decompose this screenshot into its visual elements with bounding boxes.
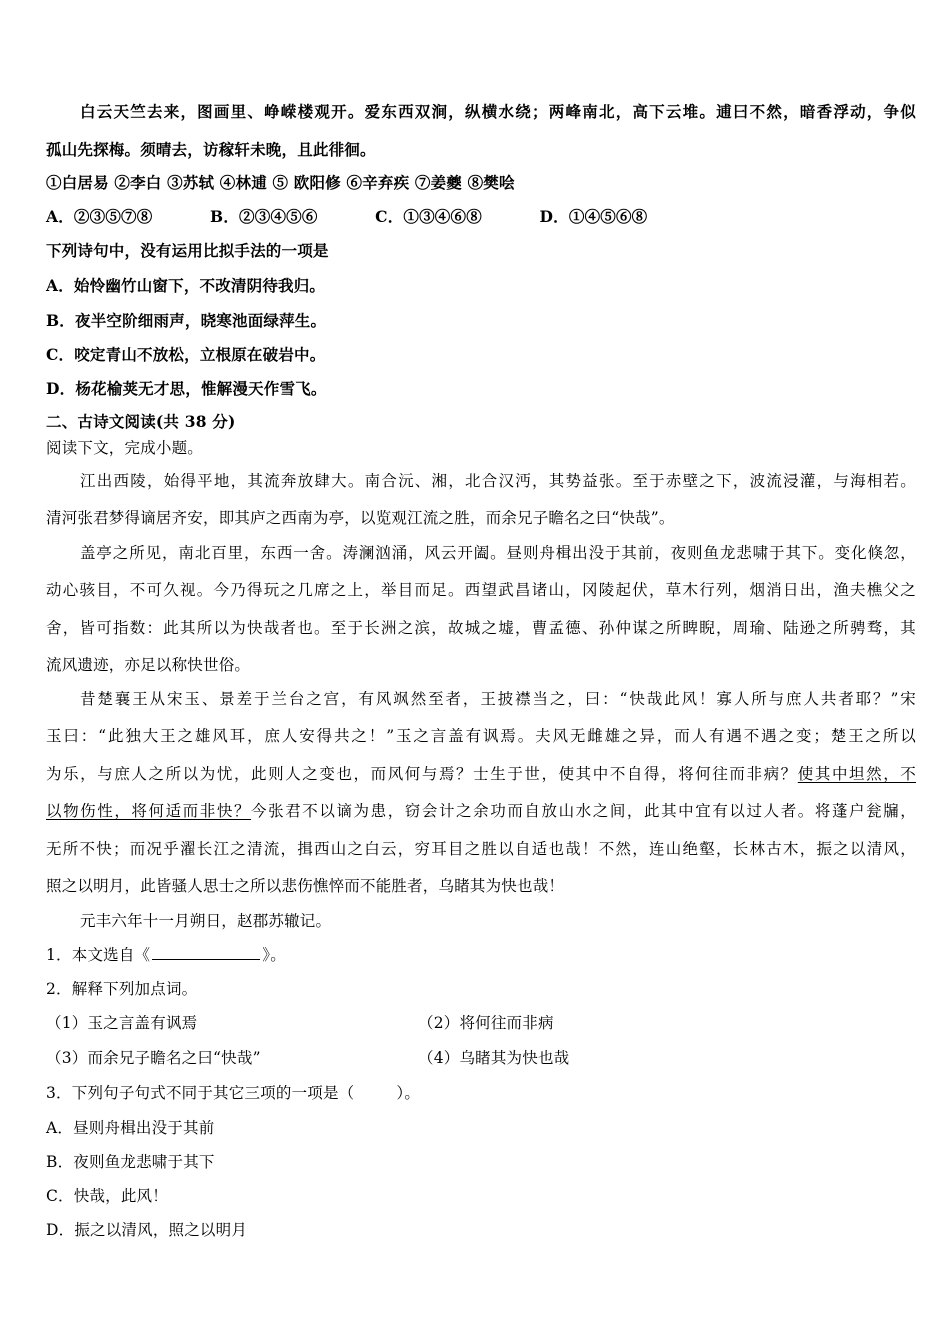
question-3-suffix: ）。 <box>396 1084 421 1102</box>
personification-stem: 下列诗句中，没有运用比拟手法的一项是 <box>46 241 329 260</box>
author-option-c: C．①③④⑥⑧ <box>375 207 482 226</box>
passage-p2-line-4: 流风遗迹，亦足以称快世俗。 <box>46 656 251 674</box>
passage-p3-line-6: 照之以明月，此皆骚人思士之所以悲伤憔悴而不能胜者，乌睹其为快也哉！ <box>46 877 565 895</box>
question-3-option-b: B．夜则鱼龙悲啸于其下 <box>46 1153 215 1171</box>
question-2-item-2: （2）将何往而非病 <box>418 1014 554 1032</box>
author-option-d: D．①④⑤⑥⑧ <box>539 207 648 226</box>
question-3-option-c: C．快哉，此风！ <box>46 1187 168 1205</box>
passage-p3-line-5: 无所不快；而况乎濯长江之清流，揖西山之白云，穷耳目之胜以自适也哉！不然，连山绝壑，长林古木，振之以清风， <box>46 840 916 858</box>
underlined-sentence-start: 使其中坦然，不 <box>797 765 916 783</box>
passage-p2-line-3: 舍，皆可指数：此其所以为快哉者也。至于长洲之滨，故城之墟，曹孟德、孙仲谋之所睥睨，周瑜、陆逊之所骋骛，其 <box>46 619 916 637</box>
passage-p2-line-2: 动心骇目，不可久视。今乃得玩之几席之上，举目而足。西望武昌诸山，冈陵起伏，草木行列，烟消日出，渔夫樵父之 <box>46 581 916 599</box>
passage-p3-line-2: 玉曰：“此独大王之雄风耳，庶人安得共之！”玉之言盖有讽焉。夫风无雌雄之异，而人有遇不遇之变；楚王之所以 <box>46 727 916 745</box>
personification-option-c: C．咬定青山不放松，立根原在破岩中。 <box>46 345 326 364</box>
passage-p3-line-1: 昔楚襄王从宋玉、景差于兰台之宫，有风飒然至者，王披襟当之，曰：“快哉此风！寡人所与庶人共者耶？”宋 <box>80 690 916 708</box>
personification-option-b: B．夜半空阶细雨声，晓寒池面绿萍生。 <box>46 311 327 330</box>
question-1-prefix: 1．本文选自《 <box>46 946 151 964</box>
answer-blank[interactable] <box>152 945 260 960</box>
passage-p3-line-4-text: 今张君不以谪为患，窃会计之余功而自放山水之间，此其中宜有以过人者。将蓬户瓮牖， <box>251 802 916 820</box>
author-option-a: A．②③⑤⑦⑧ <box>46 207 153 226</box>
poem-line-1: 白云天竺去来，图画里、峥嵘楼观开。爱东西双涧，纵横水绕；两峰南北，高下云堆。逋曰不然，暗香浮动，争似 <box>80 102 916 121</box>
author-options <box>46 207 916 227</box>
question-3-stem <box>46 1083 916 1103</box>
question-3-option-a: A．昼则舟楫出没于其前 <box>46 1119 215 1137</box>
question-1-suffix: 》。 <box>262 946 286 964</box>
question-2-stem: 2．解释下列加点词。 <box>46 980 198 998</box>
poem-line-2: 孤山先探梅。须晴去，访稼轩未晚，且此徘徊。 <box>46 140 376 159</box>
section-heading: 二、古诗文阅读(共 38 分) <box>46 412 236 431</box>
question-2-item-4: （4）乌睹其为快也哉 <box>418 1049 570 1067</box>
question-3-prefix: 3．下列句子句式不同于其它三项的一项是（ <box>46 1084 355 1102</box>
section-instruction: 阅读下文，完成小题。 <box>46 439 204 457</box>
passage-p3-line-3 <box>46 764 916 784</box>
passage-signature: 元丰六年十一月朔日，赵郡苏辙记。 <box>80 912 332 930</box>
personification-option-d: D．杨花榆荚无才思，惟解漫天作雪飞。 <box>46 379 327 398</box>
question-3-option-d: D．振之以清风，照之以明月 <box>46 1221 248 1239</box>
underlined-sentence-end: 以物伤性，将何适而非快？ <box>46 802 252 820</box>
question-2-item-3: （3）而余兄子瞻名之曰“快哉” <box>46 1049 261 1067</box>
passage-p2-line-1: 盖亭之所见，南北百里，东西一舍。涛澜汹涌，风云开阖。昼则舟楫出没于其前，夜则鱼龙悲啸于其下。变化倏忽， <box>80 544 916 562</box>
question-2-item-1: （1）玉之言盖有讽焉 <box>46 1014 198 1032</box>
question-1 <box>46 945 916 965</box>
passage-p1-line-2: 清河张君梦得谪居齐安，即其庐之西南为亭，以览观江流之胜，而余兄子瞻名之曰“快哉”。 <box>46 509 675 527</box>
question-2-row-2 <box>46 1048 916 1068</box>
author-option-b: B．②③④⑤⑥ <box>210 207 318 226</box>
passage-p1-line-1: 江出西陵，始得平地，其流奔放肆大。南合沅、湘，北合汉沔，其势益张。至于赤壁之下，波流浸灌，与海相若。 <box>80 472 916 490</box>
question-2-row-1 <box>46 1013 916 1033</box>
author-list: ①白居易 ②李白 ③苏轼 ④林逋 ⑤ 欧阳修 ⑥辛弃疾 ⑦姜夔 ⑧樊哙 <box>46 173 515 192</box>
passage-p3-line-3-text: 为乐，与庶人之所以为忧，此则人之变也，而风何与焉？士生于世，使其中不自得，将何往而非病？ <box>46 765 798 783</box>
personification-option-a: A．始怜幽竹山窗下，不改清阴待我归。 <box>46 276 326 295</box>
passage-p3-line-4 <box>46 801 916 821</box>
